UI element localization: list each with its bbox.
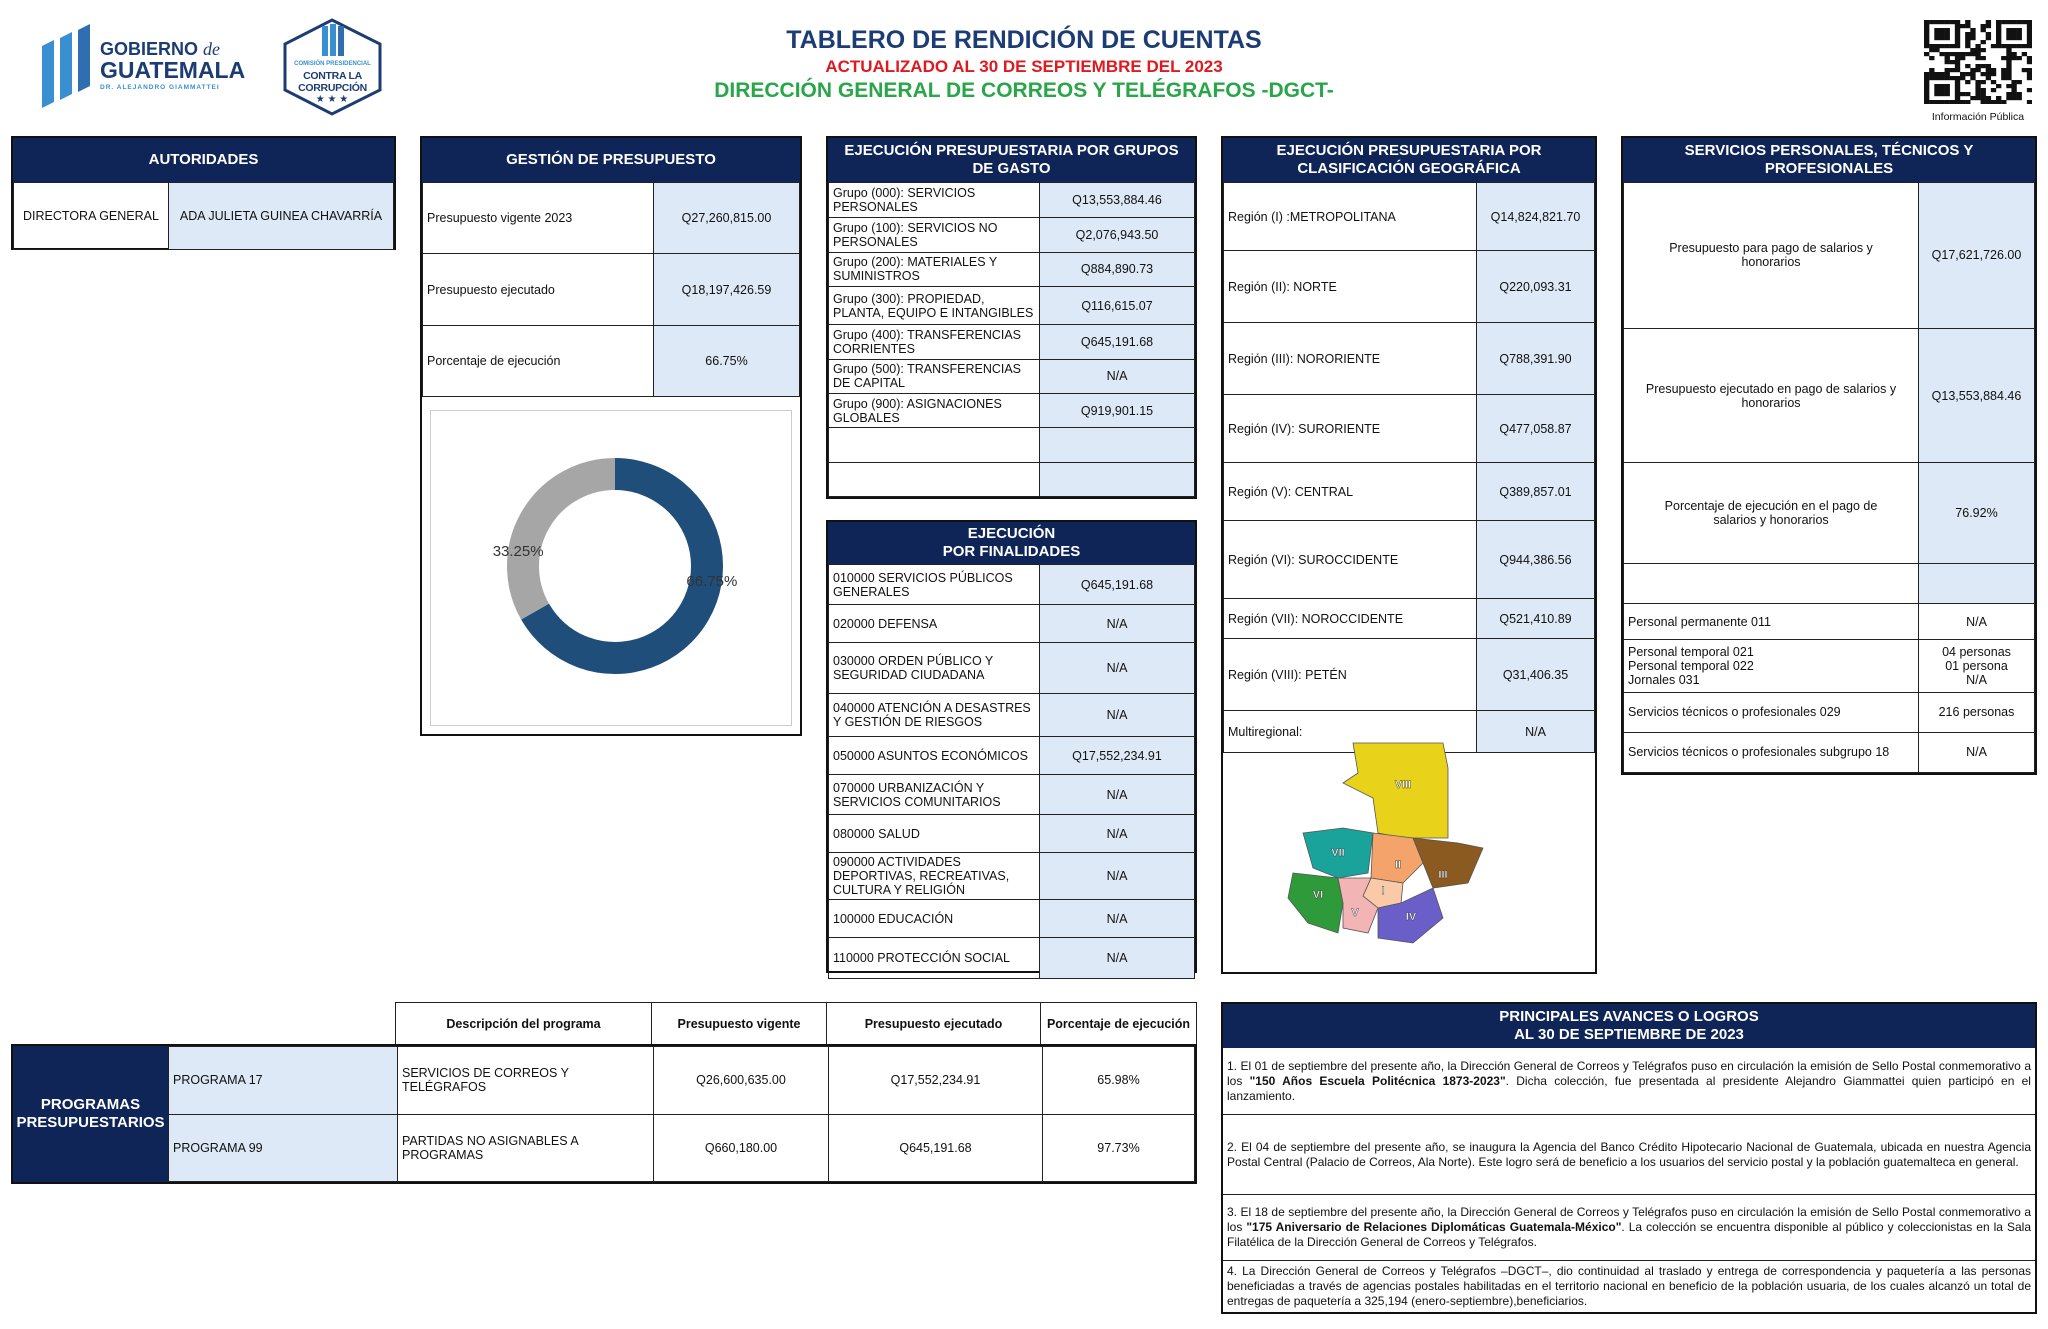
programa-desc: PARTIDAS NO ASIGNABLES A PROGRAMAS [398, 1114, 654, 1182]
personal-value-line: 04 personas [1942, 644, 2011, 659]
finalidad-label: 050000 ASUNTOS ECONÓMICOS [829, 737, 1040, 775]
region-label: Multiregional: [1224, 711, 1477, 753]
header-porcentaje: Porcentaje de ejecución [1046, 1016, 1191, 1031]
servicio-label: Presupuesto ejecutado en pago de salarios y honorarios [1624, 328, 1919, 463]
grupo-label: Grupo (400): TRANSFERENCIAS CORRIENTES [829, 325, 1040, 359]
finalidad-label: 040000 ATENCIÓN A DESASTRES Y GESTIÓN DE RIESGOS [829, 694, 1040, 737]
personal-label-line: Jornales 031 [1628, 672, 1700, 687]
servicio-value: Q17,621,726.00 [1919, 183, 2035, 329]
finalidad-value: Q17,552,234.91 [1040, 737, 1195, 775]
personal-label: Servicios técnicos o profesionales 029 [1624, 692, 1919, 732]
qr-code-icon [1924, 20, 2032, 104]
finalidad-label: 080000 SALUD [829, 815, 1040, 853]
hexagon-icon [280, 18, 385, 116]
map-region-label: VII [1331, 847, 1345, 859]
map-region-label: IV [1405, 911, 1417, 923]
page-title: TABLERO DE RENDICIÓN DE CUENTAS [786, 26, 1262, 54]
logro-item [1223, 1114, 2035, 1194]
donut-chart-svg [431, 411, 791, 725]
presupuesto-panel [420, 136, 802, 736]
comision-line2: CONTRA LA CORRUPCIÓN [298, 70, 367, 94]
programa-ejecutado: Q17,552,234.91 [829, 1047, 1043, 1115]
map-region-label: I [1381, 885, 1385, 897]
gobierno-de: de [203, 39, 221, 59]
institution-name: DIRECCIÓN GENERAL DE CORREOS Y TELÉGRAFOS -DGCT- [714, 79, 1334, 102]
servicios-title: SERVICIOS PERSONALES, TÉCNICOS Y PROFESIONALES [1623, 138, 2035, 182]
grupo-value: Q116,615.07 [1040, 286, 1195, 324]
finalidad-value: N/A [1040, 853, 1195, 900]
finalidad-value: N/A [1040, 815, 1195, 853]
finalidades-panel [826, 520, 1197, 973]
programa-pct: 97.73% [1043, 1114, 1195, 1182]
personal-value-line: N/A [1966, 672, 1987, 687]
map-region-vi [1288, 873, 1343, 933]
region-label: Región (III): NORORIENTE [1224, 323, 1477, 395]
grupo-value: Q645,191.68 [1040, 325, 1195, 359]
region-label: Región (VII): NOROCCIDENTE [1224, 599, 1477, 639]
presupuesto-label: Presupuesto ejecutado [423, 254, 654, 326]
logro-bold: "175 Aniversario de Relaciones Diplomáticas Guatemala-México" [1246, 1220, 1622, 1234]
servicios-panel [1621, 136, 2037, 775]
grupo-value [1040, 462, 1195, 496]
header-ejecutado: Presupuesto ejecutado [827, 1003, 1041, 1044]
logros-title-line1: PRINCIPALES AVANCES O LOGROS [1499, 1008, 1759, 1025]
servicio-value: 76.92% [1919, 463, 2035, 564]
region-label: Región (IV): SURORIENTE [1224, 395, 1477, 463]
finalidad-label: 070000 URBANIZACIÓN Y SERVICIOS COMUNITARIOS [829, 775, 1040, 815]
grupo-value: Q884,890.73 [1040, 252, 1195, 286]
logro-bold: "150 Años Escuela Politécnica 1873-2023" [1249, 1073, 1506, 1088]
personal-value [1919, 640, 2035, 692]
finalidades-title [828, 522, 1195, 564]
gobierno-word: GOBIERNO [100, 39, 199, 59]
grupo-label: Grupo (500): TRANSFERENCIAS DE CAPITAL [829, 359, 1040, 393]
logro-text: . Dicha colección, fue presentada al presidente Alejandro Giammattei quien participó en el lanzamiento. [1227, 1073, 2031, 1103]
programa-vigente: Q26,600,635.00 [654, 1047, 829, 1115]
geografica-panel [1221, 136, 1597, 974]
finalidad-label: 100000 EDUCACIÓN [829, 900, 1040, 938]
grupo-label: Grupo (900): ASIGNACIONES GLOBALES [829, 393, 1040, 427]
region-value: Q14,824,821.70 [1477, 183, 1595, 251]
finalidades-title-line1: EJECUCIÓN [967, 525, 1056, 542]
finalidad-value: N/A [1040, 694, 1195, 737]
presupuesto-value: 66.75% [654, 326, 800, 397]
qr-code[interactable] [1924, 20, 2032, 122]
servicio-label: Presupuesto para pago de salarios y honorarios [1624, 183, 1919, 329]
authority-role: DIRECTORA GENERAL [14, 183, 169, 250]
personal-value: N/A [1919, 732, 2035, 772]
logro-text: 3. El 18 de septiembre del presente año, la Dirección General de Correos y Telégrafos puso en circulación la emisión de Sello Postal conmemorativo a los [1227, 1205, 2031, 1234]
authority-name: ADA JULIETA GUINEA CHAVARRÍA [169, 183, 394, 250]
personal-label: Personal permanente 011 [1624, 604, 1919, 640]
region-value: Q389,857.01 [1477, 463, 1595, 521]
servicio-label: Porcentaje de ejecución en el pago de salarios y honorarios [1624, 463, 1919, 564]
donut-chart [430, 410, 792, 726]
region-value: Q31,406.35 [1477, 639, 1595, 711]
region-value: Q788,391.90 [1477, 323, 1595, 395]
region-value: Q220,093.31 [1477, 251, 1595, 323]
grupo-label: Grupo (000): SERVICIOS PERSONALES [829, 183, 1040, 218]
logros-panel [1221, 1002, 2037, 1314]
grupo-value: Q13,553,884.46 [1040, 183, 1195, 218]
logro-item [1223, 1260, 2035, 1312]
region-label: Región (I) :METROPOLITANA [1224, 183, 1477, 251]
personal-value: 216 personas [1919, 692, 2035, 732]
personal-label-line: Personal temporal 021 [1628, 644, 1754, 659]
grupo-label: Grupo (100): SERVICIOS NO PERSONALES [829, 218, 1040, 252]
finalidad-label: 090000 ACTIVIDADES DEPORTIVAS, RECREATIVAS, CULTURA Y RELIGIÓN [829, 853, 1040, 900]
programa-name: PROGRAMA 17 [169, 1047, 398, 1115]
programa-vigente: Q660,180.00 [654, 1114, 829, 1182]
personal-value-line: 01 persona [1945, 658, 2008, 673]
region-label: Región (VIII): PETÉN [1224, 639, 1477, 711]
presupuesto-value: Q27,260,815.00 [654, 183, 800, 254]
logros-title [1223, 1004, 2035, 1048]
grupo-label: Grupo (200): MATERIALES Y SUMINISTROS [829, 252, 1040, 286]
finalidad-label: 010000 SERVICIOS PÚBLICOS GENERALES [829, 565, 1040, 605]
map-region-iii [1413, 838, 1483, 888]
grupo-value: Q2,076,943.50 [1040, 218, 1195, 252]
guatemala-word: GUATEMALA [100, 57, 246, 83]
grupo-label [829, 462, 1040, 496]
finalidad-value: N/A [1040, 938, 1195, 979]
presupuesto-title: GESTIÓN DE PRESUPUESTO [422, 138, 800, 182]
programa-desc: SERVICIOS DE CORREOS Y TELÉGRAFOS [398, 1047, 654, 1115]
finalidad-label: 110000 PROTECCIÓN SOCIAL [829, 938, 1040, 979]
grupo-value [1040, 428, 1195, 462]
finalidad-label: 030000 ORDEN PÚBLICO Y SEGURIDAD CIUDADANA [829, 643, 1040, 694]
grupo-value: Q919,901.15 [1040, 393, 1195, 427]
logro-text: . La colección se encuentra disponible al público y coleccionistas en la Sala Filatélica de la Dirección General de Correos y Telégrafos. [1227, 1220, 2031, 1249]
programas-panel [11, 1002, 1197, 1182]
map-region-label: III [1438, 869, 1448, 881]
logro-text: 1. El 01 de septiembre del presente año, la Dirección General de Correos y Telégrafos puso en circulación la emisión de Sello Postal conmemorativo a los [1227, 1058, 2031, 1088]
logro-item [1223, 1194, 2035, 1260]
comision-line1: COMISIÓN PRESIDENCIAL [294, 61, 371, 67]
region-label: Región (II): NORTE [1224, 251, 1477, 323]
map-region-label: V [1351, 907, 1359, 919]
region-value: Q477,058.87 [1477, 395, 1595, 463]
grupo-label: Grupo (300): PROPIEDAD, PLANTA, EQUIPO E INTANGIBLES [829, 286, 1040, 324]
personal-label [1624, 640, 1919, 692]
geografica-title: EJECUCIÓN PRESUPUESTARIA POR CLASIFICACIÓN GEOGRÁFICA [1223, 138, 1595, 182]
region-value: Q944,386.56 [1477, 521, 1595, 599]
autoridades-panel [11, 136, 396, 250]
donut-label-0: 66.75% [686, 572, 738, 590]
grupos-gasto-panel [826, 136, 1197, 499]
finalidad-value: N/A [1040, 775, 1195, 815]
presupuesto-value: Q18,197,426.59 [654, 254, 800, 326]
gobierno-logo-icon [38, 24, 98, 108]
servicio-value [1919, 563, 2035, 603]
region-label: Región (V): CENTRAL [1224, 463, 1477, 521]
region-value: Q521,410.89 [1477, 599, 1595, 639]
header-vigente: Presupuesto vigente [652, 1003, 827, 1044]
finalidad-value: N/A [1040, 643, 1195, 694]
map-region-label: II [1394, 859, 1402, 871]
qr-label: Información Pública [1931, 111, 2025, 123]
finalidades-title-line2: POR FINALIDADES [942, 543, 1081, 560]
servicio-label [1624, 563, 1919, 603]
region-value: N/A [1477, 711, 1595, 753]
header-descripcion: Descripción del programa [396, 1003, 652, 1044]
map-region-label: VI [1312, 889, 1324, 901]
logro-text: 2. El 04 de septiembre del presente año, se inaugura la Agencia del Banco Crédito Hipotecario Nacional de Guatemala, ubicada en nuestra Agencia Postal Central (Palacio de Correos, Ala Norte). Este logro será de beneficio a los usuarios del servicio postal y la población guatemalteca en general. [1227, 1139, 2031, 1169]
gobierno-sub: DR. ALEJANDRO GIAMMATTEI [100, 84, 220, 91]
logros-title-line2: AL 30 DE SEPTIEMBRE DE 2023 [1514, 1026, 1744, 1043]
personal-value: N/A [1919, 604, 2035, 640]
guatemala-regions-map [1283, 738, 1539, 968]
programas-header-row [395, 1002, 1197, 1044]
donut-label-1: 33.25% [492, 543, 544, 561]
programa-ejecutado: Q645,191.68 [829, 1114, 1043, 1182]
programa-name: PROGRAMA 99 [169, 1114, 398, 1182]
finalidad-value: Q645,191.68 [1040, 565, 1195, 605]
logro-text: 4. La Dirección General de Correos y Telégrafos –DGCT–, dio continuidad al traslado y entrega de correspondencia y paquetería a las personas beneficiadas a través de agencias postales habilitadas en el territorio nacional en beneficio de la población usuaria, de los cuales alcanzó un total de entregas de paquetería a 325,194 (enero-septiembre),beneficiarios. [1227, 1264, 2031, 1308]
grupo-value: N/A [1040, 359, 1195, 393]
grupo-label [829, 428, 1040, 462]
personal-label: Servicios técnicos o profesionales subgrupo 18 [1624, 732, 1919, 772]
update-date: ACTUALIZADO AL 30 DE SEPTIEMBRE DEL 2023 [825, 57, 1223, 76]
autoridades-title: AUTORIDADES [13, 138, 394, 182]
servicio-value: Q13,553,884.46 [1919, 328, 2035, 463]
gobierno-logo [38, 24, 253, 108]
region-label: Región (VI): SUROCCIDENTE [1224, 521, 1477, 599]
presupuesto-label: Porcentaje de ejecución [423, 326, 654, 397]
presupuesto-label: Presupuesto vigente 2023 [423, 183, 654, 254]
comision-logo [280, 18, 385, 116]
personal-label-line: Personal temporal 022 [1628, 658, 1754, 673]
finalidad-value: N/A [1040, 900, 1195, 938]
logros-list [1223, 1048, 2035, 1312]
map-region-label: VIII [1394, 779, 1412, 791]
finalidad-value: N/A [1040, 605, 1195, 643]
programa-pct: 65.98% [1043, 1047, 1195, 1115]
finalidad-label: 020000 DEFENSA [829, 605, 1040, 643]
logro-item [1223, 1048, 2035, 1114]
grupos-gasto-title: EJECUCIÓN PRESUPUESTARIA POR GRUPOS DE GASTO [828, 138, 1195, 182]
programas-title: PROGRAMAS PRESUPUESTARIOS [13, 1046, 168, 1182]
svg-text:★ ★ ★: ★ ★ ★ [315, 94, 349, 105]
